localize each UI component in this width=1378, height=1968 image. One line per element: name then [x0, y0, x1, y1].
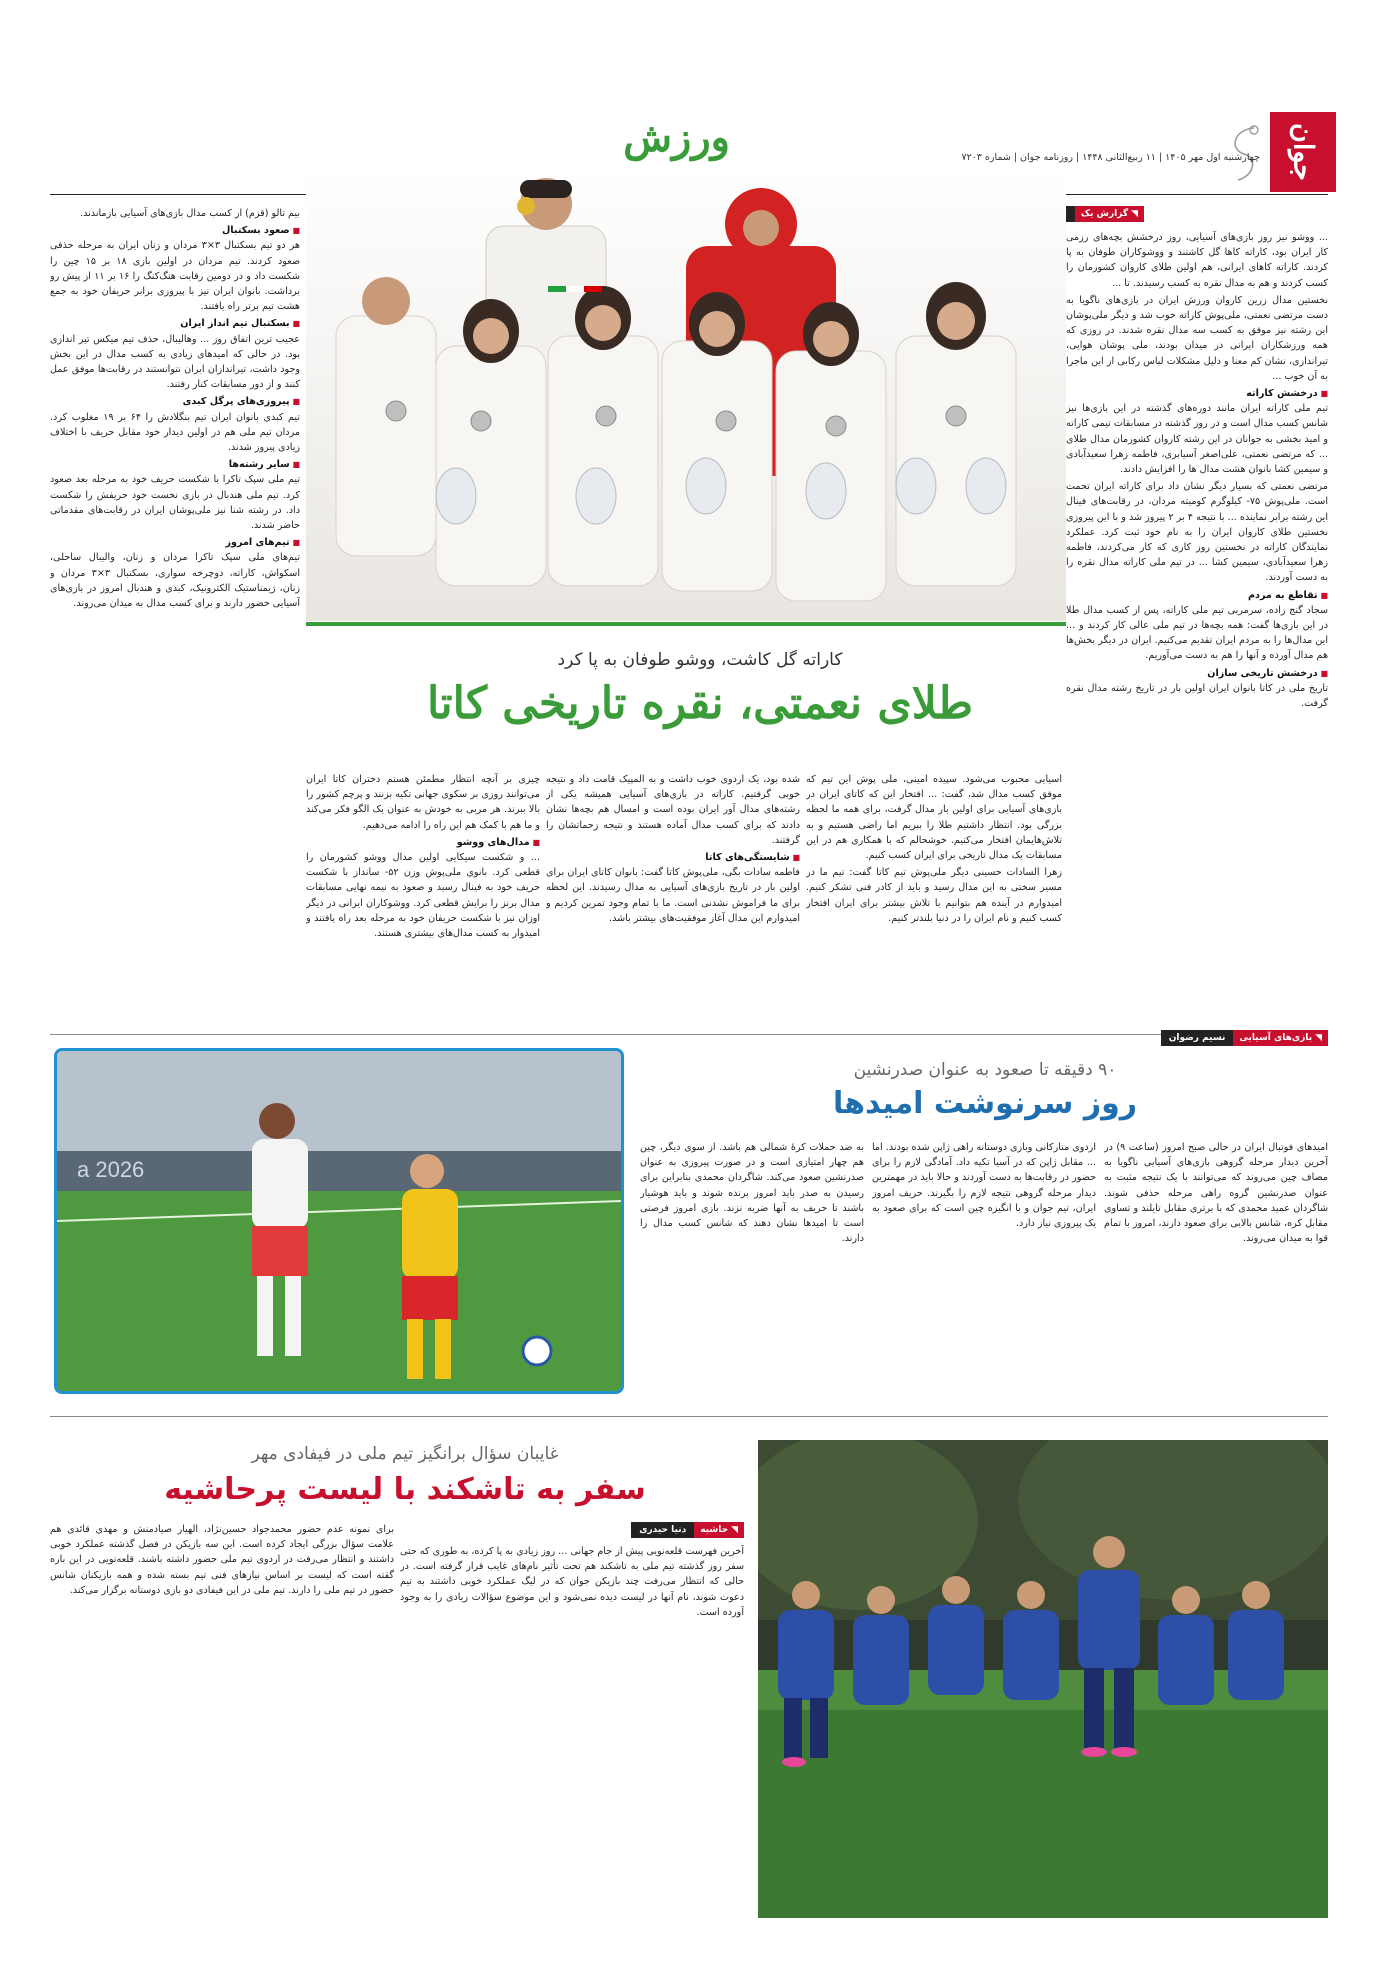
article3-tag	[631, 1522, 744, 1538]
article1-col4	[306, 772, 540, 1028]
article1-col5-text: بیم تالو (قزم) از کسب مدال بازی‌های آسیایی بازماندند.	[80, 208, 300, 219]
section-divider	[50, 1416, 1328, 1417]
article2-author: نسیم رضوان	[1161, 1030, 1234, 1046]
karate-team-photo	[306, 166, 1066, 621]
article1-sub: ■ شایستگی‌های کاتا	[546, 850, 800, 865]
article2-col1-text: امیدهای فوتبال ایران در حالی صبح امروز (ساعت ۹) در آخرین دیدار مرحله گروهی بازی‌های آسیایی ناگویا به مصاف چین می‌روند که می‌توانند با یک نتیجه مثبت به عنوان صدرنشین گروه راهی مرحله حذفی شوند. شاگردان عمید محمدی که با برتری مقابل تایلند و تساوی مقابل کره، شانس بالایی برای صعود دارند، امروز با تمام قوا به میدان می‌روند.	[1104, 1142, 1328, 1245]
article3-author: دنیا حیدری	[631, 1522, 694, 1538]
football-match-photo	[54, 1048, 624, 1394]
article1-col1-lead: ... ووشو نیز روز بازی‌های آسیایی، روز درخشش بچه‌های رزمی کار ایران بود، کاراته کاها گل کاشتند و ووشو‌کاران طوفان به پا کردند. کاراته کاهای ایرانی، هم اولین طلای کاروان کشورمان را کسب کردند و هم به مدال نقره به کسب رسیدند. تا ...	[1066, 232, 1328, 289]
article2-tag-label: بازی‌های آسیایی	[1239, 1033, 1313, 1043]
article1-col1-text3: مرتضی نعمتی که بسیار دیگر نشان داد برای کاراته ایران تحمت است. ملی‌پوش ۷۵- کیلوگرم کومیته مردان، در رقابت‌های فینال این رشته برابر نماینده ... با نتیجه ۴ بر ۲ پیروز شد و با این پیروزی نخستین طلای کاروان ایران را به نام خود ثبت کرد. عملکرد نمایندگان کاراته در نخستین روز کاری که کار می‌کردند، فاطمه زهرا سعیدآبادی، سیمین کشا ... در تیم ملی کاراته مدال نقره را به دست آوردند.	[1066, 481, 1328, 584]
article1-col2-text: اسیایی محبوب می‌شود. سپیده امینی، ملی پوش این تیم که موفق کسب مدال شد، گفت: ... افتخار این که کاتای ایران در بازی‌های آسیایی برای اولین بار مدال گرفت، برای همه ما لحظه بزرگی بود. انتظار داشتیم طلا را ببریم اما راضی هستیم و به تلاش‌هایمان افتخار می‌کنیم. خوشحالم که با همکاری هم در این مسابقات یک مدال تاریخی برای ایران کسب کنیم.	[806, 774, 1062, 862]
article1-sub: ■ درخشش کاراته	[1066, 386, 1328, 401]
article3-col1	[400, 1544, 744, 1918]
article1-col4-text2: ... و شکست سیکایی اولین مدال ووشو کشورمان را قطعی کرد. بانوی ملی‌پوش وزن ۵۲- سانداز با شکست حریف خود به فینال رسید و صعود به نیمه نهایی مسابقات مدال برنز را برایش قطعی کرد. ووشوکاران ایرانی در دیگر اوزان نیز با شکست حریفان خود به مرحله بعد راه یافتند و امیدوار به کسب مدال‌های بیشتری هستند.	[306, 852, 540, 940]
article2-col3-text: به ضد حملات کرهٔ شمالی هم باشد. از سوی دیگر، چین هم چهار امتیازی است و در صورت پیروزی به عنوان صدرنشین صعود می‌کند. شاگردان محمدی بنابراین برای رسیدن به صدر باید امروز برنده شوند و باید هوشیار باشند تا حریف به آنها ضربه نزند. بازی امروز فرصتی است تا امیدها نشان دهند که شانس کسب مدال را دارند.	[640, 1142, 864, 1245]
article2-tag	[1161, 1030, 1328, 1046]
article2-col2-text: اردوی منارکانی وبازی دوستانه راهی ژاپن شده بودند. اما ... مقابل ژاپن که در آسیا تکیه داد. آمادگی لازم را برای حضور در رقابت‌ها به دست آوردند و حالا باید در مهمترین دیدار مرحله گروهی نتیجه لازم را بگیرند. حریف امروز ایران، تیم جوان و با انگیزه چین است که برای صعود به یک پیروزی نیاز دارد.	[872, 1142, 1096, 1230]
arrow-icon: ◥	[1131, 209, 1138, 219]
article1-sub: ■ درخشش تاریخی سازان	[1066, 666, 1328, 681]
article1-headline: طلای نعمتی، نقره تاریخی کاتا	[426, 678, 974, 729]
article1-sub: ■ بسکتبال تیم انداز ایران	[50, 316, 300, 331]
article3-col2-text: برای نمونه عدم حضور محمدجواد حسین‌نژاد، الهیار صیادمنش و مهدی قائدی هم علامت سؤال بزرگی ایجاد کرده است. این سه بازیکن در فصل گذشته عملکرد خوبی داشتند و انتظار می‌رفت در اردوی تیم ملی حضور داشته باشند. قلعه‌نویی در این باره گفته است که لیست بر اساس نیازهای فنی تیم بسته شده و همه بازیکنان شانس حضور در تیم ملی را دارند. تیم ملی در این فیفادی دو بازی دوستانه برگزار می‌کند.	[50, 1524, 394, 1596]
article1-col1-body: نخستین مدال زرین کاروان ورزش ایران در بازی‌های ناگویا به دست مرتضی نعمتی، ملی‌پوش کاراته خوب شد و دیگر ملی‌پوشان این رشته نیز موفق به کسب سه مدال نقره شدند. در روزی که همه ورزشکاران ایرانی در میدان بودند، ملی پوشان هوایی، تیراندازی، نشان کم معنا و دلیل مشکلات لباس رکابی از این ماجرا به آن خوب ...	[1066, 294, 1328, 382]
article1-sub: ■ تیم‌های امروز	[50, 535, 300, 550]
article2-col1	[1104, 1140, 1328, 1394]
logo-text: جوان	[1287, 123, 1319, 181]
section-title: ورزش	[623, 114, 730, 161]
article1-col3-text2: فاطمه سادات بگی، ملی‌پوش کاتا گفت: بانوان کاتای ایران برای اولین بار در تاریخ بازی‌های آسیایی به مدال رسیدند. این لحظه برای ما فراموش نشدنی است. ما با تمام وجود تمرین کردیم و امیدوارم این مدال آغاز موفقیت‌های بیشتر باشد.	[546, 867, 800, 924]
photo-underline	[306, 622, 1066, 626]
article1-col5-text6: تیم‌های ملی سپک تاکرا مردان و زنان، والیبال ساحلی، اسکواش، کاراته، دوچرخه سواری، بسکتبال ۳×۳ مردان و زنان، ژیمناستیک الکترونیک، کبدی و هندبال امروز در بازی‌های آسیایی حضور دارند و برای کسب مدال به میدان می‌روند.	[50, 552, 300, 610]
article1-col5-text5: تیم ملی سپک تاکرا با شکست حریف خود به مرحله بعد صعود کرد. تیم ملی هندبال در بازی نخست خود حریفش را شکست داد. در رشته شنا نیز ملی‌پوشان ایران در رقابت‌های مقدماتی حاضر شدند.	[50, 474, 300, 532]
article2-headline: روز سرنوشت امیدها	[832, 1086, 1138, 1121]
article3-kicker: غایبان سؤال برانگیز تیم ملی در فیفادی مهر	[251, 1444, 559, 1464]
article1-col5-text3: عجیب ترین اتفاق روز ... وهالیبال، حذف تیم میکس تیر اندازی بود. در حالی که امیدهای زیادی به کسب مدال در این بخش وجود داشت، تیراندازان ایران نتوانستند در رقابت‌ها موفق عمل کنند و از دور مسابقات کنار رفتند.	[50, 333, 300, 391]
national-team-training-photo	[758, 1440, 1328, 1918]
article1-col1-text4: سجاد گنج زاده، سرمربی تیم ملی کاراته، پس از کسب مدال طلا در این بازی‌ها گفت: همه بچه‌ها در تیم ملی عالی کار کردند و ... این مدال‌ها را به مردم ایران تقدیم می‌کنیم. ایران در دیگر بخش‌ها هم مدال آورده و آنها را هم به دست می‌آوریم.	[1066, 604, 1328, 662]
article1-tag-label: گزارش یک	[1080, 209, 1129, 219]
svg-text:a 2026: a 2026	[77, 1157, 145, 1182]
article3-headline: سفر به تاشکند با لیست پرحاشیه	[164, 1472, 646, 1507]
arrow-icon: ◥	[731, 1525, 738, 1535]
section-divider	[50, 1034, 1328, 1035]
article1-col4-text: چیزی بر آنچه انتظار مطمئن هستم دختران کاتا ایران می‌توانند روزی بر سکوی جهانی تکیه بزنند و پرچم کشور را بالا ببرند. هر مربی به خودش به عنوان یک الگو فکر می‌کند و ما هم با کمک هم این راه را ادامه می‌دهیم.	[306, 774, 540, 831]
article1-col3	[546, 772, 800, 1028]
article1-col5-text4: تیم کبدی بانوان ایران تیم بنگلادش را ۶۴ بر ۱۹ مغلوب کرد. مردان تیم ملی هم در اولین دیدار خود مقابل حریف با اختلاف زیادی پیروز شدند.	[50, 411, 300, 454]
article2-col3	[640, 1140, 864, 1394]
date-line: چهارشنبه اول مهر ۱۴۰۵ | ۱۱ ربیع‌الثانی ۱۴۴۸ | روزنامه جوان | شماره ۷۲۰۳	[961, 152, 1260, 163]
article1-col5-text2: هر دو تیم بسکتبال ۳×۳ مردان و زنان ایران به مرحله حذفی صعود کردند. تیم مردان در اولین بازی ۱۸ بر ۱۵ چین را شکست داد و در دومین رقابت هنگ‌کنگ را ۱۶ بر ۱۱ از پیش رو برداشت. بانوان ایران نیز با پیروزی برابر حریفان خود به جمع هشت تیم برتر راه یافتند.	[50, 240, 300, 313]
article1-col2-text2: زهرا السادات حسینی دیگر ملی‌پوش تیم کاتا گفت: تیم ما در مسیر سختی به این مدال رسید و باید از کادر فنی تشکر کنیم. امیدوارم در آینده هم بتوانیم با تلاش بیشتر برای ایران افتخار کسب کنیم و نام ایران را در دنیا بلندتر کنیم.	[806, 867, 1062, 924]
article1-col3-text: شده بود، یک اردوی خوب داشت و به المپیک قامت داد و نتیجه خوبی گرفتیم. کاراته در بازی‌های آسیایی همیشه یکی از رشته‌های مدال آور ایران بوده است و امسال هم بچه‌ها نشان دادند که برای کسب مدال آماده هستند و نتیجه زحماتشان را گرفتند.	[546, 774, 800, 846]
article1-sub: ■ صعود بسکتبال	[50, 223, 300, 238]
article3-col1-text: آخرین فهرست قلعه‌نویی پیش از جام جهانی ... روز زیادی به پا کرده، به طوری که حتی سفر روز گذشته تیم ملی به تاشکند هم تحت تأثیر نام‌های غایب قرار گرفته است. در حالی که انتظار می‌رفت چند بازیکن جوان که در لیگ عملکرد خوبی داشتند به تیم دعوت شوند، نام آنها در لیست دیده نمی‌شود و این موضوع سؤالات زیادی را به وجود آورده است.	[400, 1546, 744, 1618]
article1-kicker: کاراته گل کاشت، ووشو طوفان به پا کرد	[557, 650, 843, 670]
article1-sub: ■ پیروزی‌های پرگل کبدی	[50, 394, 300, 409]
article1-col1-text5: تاریخ ملی در کاتا بانوان ایران اولین بار در تاریخ رشته مدال نقره گرفت.	[1066, 682, 1328, 710]
arrow-icon: ◥	[1315, 1033, 1322, 1043]
article2-kicker: ۹۰ دقیقه تا صعود به عنوان صدرنشین	[853, 1060, 1117, 1080]
article3-col2	[50, 1522, 394, 1918]
article1-sub: ■ تقاطع به مردم	[1066, 588, 1328, 603]
article3-tag-label: حاشیه	[700, 1525, 729, 1535]
article1-sub: ■ سایر رشته‌ها	[50, 457, 300, 472]
logo-block	[1270, 112, 1336, 192]
article1-col5	[50, 206, 300, 1028]
article2-col2	[872, 1140, 1096, 1394]
article1-col1-text2: تیم ملی کاراته ایران مانند دوره‌های گذشته در این بازی‌ها نیز شانس کسب مدال است و در روز گذشته در مسابقات تیمی کاراته و امید بخشی به جوانان در این رشته کاروان کشورمان مدال طلای ... که مرتضی نعمتی، علی‌اصغر آسیابری، فاطمه زهرا سعیدآبادی و سیمین کشا بانوان هشت مدال ها را افزایش دادند.	[1066, 403, 1328, 476]
article1-col2	[806, 772, 1062, 1028]
article1-sub: ■ مدال‌های ووشو	[306, 835, 540, 850]
